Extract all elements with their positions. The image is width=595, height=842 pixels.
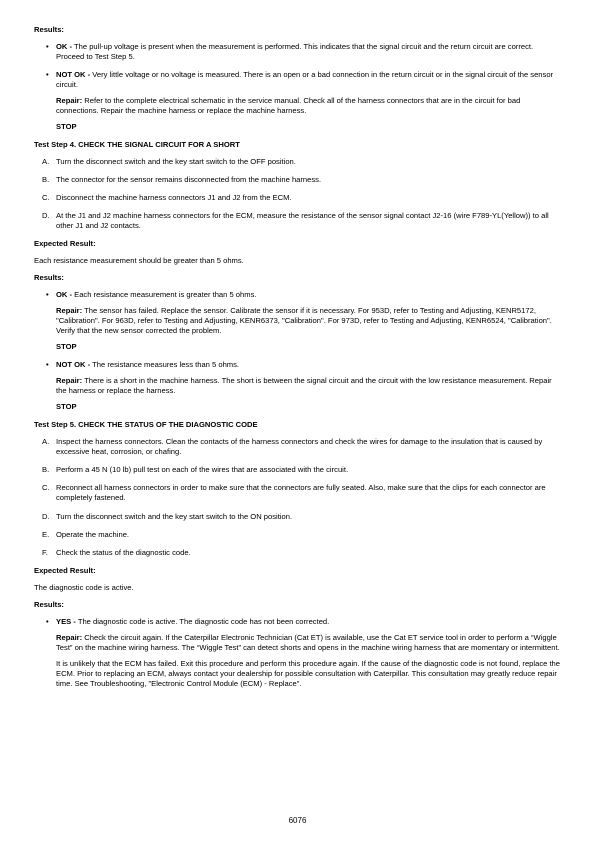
result-not-ok — [34, 360, 562, 412]
results-list — [34, 42, 562, 132]
repair-note — [56, 306, 562, 336]
step-4-item — [34, 211, 562, 231]
repair-text: Refer to the complete electrical schematic in the service manual. Check all of the harness connectors that are in the circuit for bad connections. Repair the machine harness or replace the machine harness. — [56, 96, 521, 116]
result-yes-text: The diagnostic code is active. The diagnostic code has not been corrected. — [75, 616, 330, 626]
result-ok — [34, 42, 562, 62]
repair-note — [56, 633, 562, 653]
step-letter: A. — [42, 157, 50, 167]
step-5-item — [34, 548, 562, 558]
step-letter: E. — [42, 529, 50, 539]
page-number: 6076 — [288, 816, 307, 825]
result-not-ok — [34, 70, 562, 132]
step-letter: C. — [42, 193, 50, 203]
step-text: Turn the disconnect switch and the key start switch to the OFF position. — [56, 157, 296, 167]
results-list — [34, 617, 562, 689]
result-yes — [34, 617, 562, 689]
results-heading: Results: — [34, 25, 64, 34]
ecm-note: It is unlikely that the ECM has failed. Exit this procedure and perform this procedure again. If the cause of the diagnostic code is not found, replace the ECM. Prior to replacing an ECM, always contact your dealership for possible consultation with Caterpillar. This consultation may greatly reduce repair time. See Troubleshooting, "Electronic Control Module (ECM) - Replace". — [56, 658, 561, 688]
result-not-ok-text: The resistance measures less than 5 ohms. — [90, 360, 240, 370]
test-step-5-list — [34, 437, 562, 557]
step-4-item — [34, 193, 562, 203]
result-not-ok-label: NOT OK - — [56, 360, 91, 370]
test-step-5-heading: Test Step 5. CHECK THE STATUS OF THE DIAGNOSTIC CODE — [34, 420, 258, 430]
results-heading: Results: — [34, 599, 64, 609]
step-text: Perform a 45 N (10 lb) pull test on each of the wires that are associated with the circuit. — [56, 465, 349, 475]
step-5-item — [34, 483, 562, 503]
step-text: At the J1 and J2 machine harness connectors for the ECM, measure the resistance of the sensor signal contact J2-16 (wire F789-YL(Yellow)) to all other J1 and J2 contacts. — [56, 211, 549, 231]
repair-text: Check the circuit again. If the Caterpillar Electronic Technician (Cat ET) is available, use the Cat ET service tool in order to perform a “Wiggle Test” on the machine wiring harness. The “Wiggle Test” can detect shorts and opens in the machine wiring harness that are momentary or intermittent. — [56, 632, 560, 652]
step-5-item — [34, 512, 562, 522]
step-5-item — [34, 465, 562, 475]
step-letter: C. — [42, 483, 50, 493]
repair-text: The sensor has failed. Replace the sensor. Calibrate the sensor if it is necessary. For 953D, refer to Testing and Adjusting, KENR5172, "Calibration". For 963D, refer to Testing and Adjusting, KENR6373, "Calibration". For 973D, refer to Testing and Adjusting, KENR6524, "Calibration". Verify that the new sensor corrected the problem. — [56, 306, 552, 336]
step-4-item — [34, 157, 562, 167]
expected-result-text: Each resistance measurement should be greater than 5 ohms. — [34, 256, 244, 266]
repair-label: Repair: — [56, 376, 83, 386]
step-letter: F. — [42, 547, 48, 557]
step-text: Reconnect all harness connectors in order to make sure that the connectors are fully seated. Also, make sure that the clips for each connector are completely fastened. — [56, 483, 546, 503]
step-text: Inspect the harness connectors. Clean the contacts of the harness connectors and check the wires for damage to the insulation that is caused by excessive heat, corrosion, or chafing. — [56, 437, 543, 457]
result-yes-label: YES - — [56, 616, 76, 626]
result-ok — [34, 290, 562, 352]
expected-result-heading: Expected Result: — [34, 239, 96, 249]
stop-label: STOP — [56, 342, 77, 352]
repair-note — [56, 376, 562, 396]
repair-text: There is a short in the machine harness. The short is between the signal circuit and the circuit with the low resistance measurement. Repair the harness or replace the harness. — [56, 376, 552, 396]
step-text: Operate the machine. — [56, 529, 130, 539]
step-4-item — [34, 175, 562, 185]
step-5-item — [34, 437, 562, 457]
expected-result-text: The diagnostic code is active. — [34, 582, 134, 592]
results-list — [34, 290, 562, 412]
test-step-4-list — [34, 157, 562, 231]
result-ok-text: Each resistance measurement is greater than 5 ohms. — [72, 290, 257, 300]
result-ok-label: OK - — [56, 42, 73, 52]
repair-label: Repair: — [56, 306, 83, 316]
step-text: Check the status of the diagnostic code. — [56, 547, 191, 557]
stop-label: STOP — [56, 402, 77, 412]
result-not-ok-label: NOT OK - — [56, 70, 91, 80]
step-letter: D. — [42, 211, 50, 221]
repair-label: Repair: — [56, 632, 83, 642]
expected-result-heading: Expected Result: — [34, 565, 96, 575]
manual-page — [34, 25, 562, 697]
results-heading: Results: — [34, 273, 64, 283]
step-text: Disconnect the machine harness connectors J1 and J2 from the ECM. — [56, 193, 292, 203]
step-letter: B. — [42, 175, 50, 185]
result-not-ok-text: Very little voltage or no voltage is measured. There is an open or a bad connection in the return circuit or in the signal circuit of the sensor circuit. — [56, 70, 554, 90]
step-5-item — [34, 530, 562, 540]
step-letter: D. — [42, 511, 50, 521]
step-letter: A. — [42, 437, 50, 447]
repair-note — [56, 96, 562, 116]
step-letter: B. — [42, 465, 50, 475]
repair-label: Repair: — [56, 96, 83, 106]
stop-label: STOP — [56, 122, 77, 132]
step-text: Turn the disconnect switch and the key start switch to the ON position. — [56, 511, 293, 521]
test-step-4-heading: Test Step 4. CHECK THE SIGNAL CIRCUIT FOR A SHORT — [34, 140, 240, 150]
step-text: The connector for the sensor remains disconnected from the machine harness. — [56, 175, 322, 185]
result-ok-label: OK - — [56, 290, 73, 300]
result-ok-text: The pull-up voltage is present when the measurement is performed. This indicates that the signal circuit and the return circuit are correct. Proceed to Test Step 5. — [56, 42, 534, 62]
